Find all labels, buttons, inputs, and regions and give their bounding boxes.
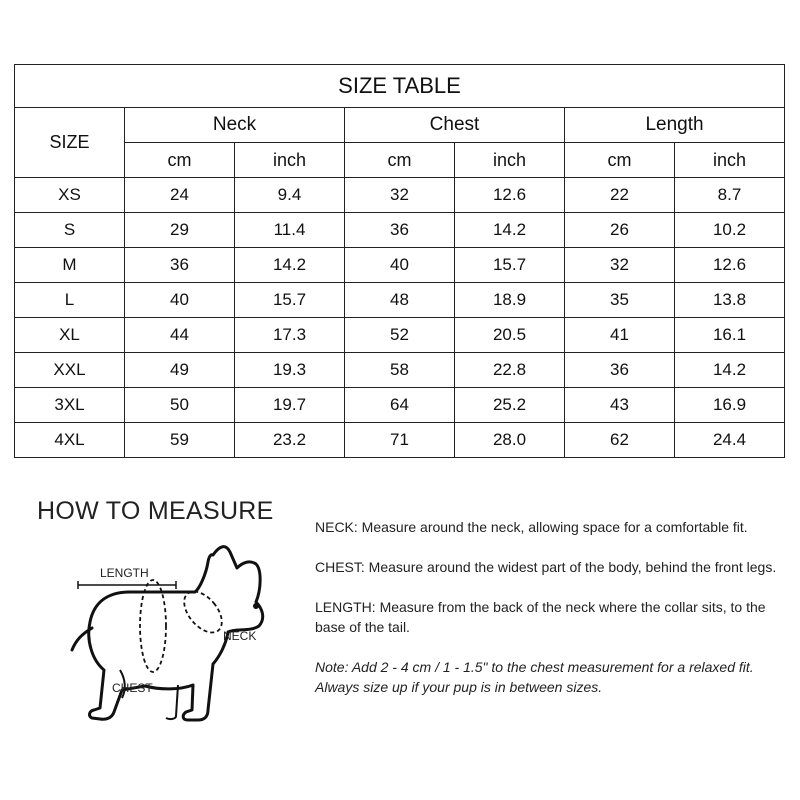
length-inch-cell: 24.4 [675,423,785,458]
neck-group-header: Neck [125,108,345,143]
table-row [15,388,785,423]
size-table [14,64,785,458]
chest-inch-cell: 28.0 [455,423,565,458]
neck-cm-cell: 59 [125,423,235,458]
unit-header: inch [235,143,345,178]
length-cm-cell: 26 [565,213,675,248]
how-to-measure-title: HOW TO MEASURE [37,497,274,525]
length-inch-cell: 10.2 [675,213,785,248]
table-row [15,318,785,353]
table-row [15,353,785,388]
chest-inch-cell: 14.2 [455,213,565,248]
length-group-header: Length [565,108,785,143]
neck-inch-cell: 11.4 [235,213,345,248]
table-title: SIZE TABLE [15,65,785,108]
chest-inch-cell: 20.5 [455,318,565,353]
chest-cm-cell: 52 [345,318,455,353]
size-cell: M [15,248,125,283]
length-cm-cell: 22 [565,178,675,213]
chest-cm-cell: 64 [345,388,455,423]
unit-header-row [15,143,785,178]
chest-cm-cell: 36 [345,213,455,248]
neck-inch-cell: 15.7 [235,283,345,318]
length-cm-cell: 35 [565,283,675,318]
neck-cm-cell: 44 [125,318,235,353]
group-header-row [15,108,785,143]
neck-instruction: NECK: Measure around the neck, allowing space for a comfortable fit. [315,519,748,535]
neck-inch-cell: 19.7 [235,388,345,423]
table-row [15,423,785,458]
length-inch-cell: 12.6 [675,248,785,283]
neck-cm-cell: 29 [125,213,235,248]
size-cell: XXL [15,353,125,388]
length-instruction: LENGTH: Measure from the back of the neck where the collar sits, to the base of the tail. [315,599,766,635]
sizing-note: Note: Add 2 - 4 cm / 1 - 1.5" to the chest measurement for a relaxed fit. Always size up if your pup is in between sizes. [315,659,754,695]
size-cell: L [15,283,125,318]
neck-inch-cell: 17.3 [235,318,345,353]
neck-inch-cell: 14.2 [235,248,345,283]
length-inch-cell: 13.8 [675,283,785,318]
length-cm-cell: 43 [565,388,675,423]
neck-cm-cell: 36 [125,248,235,283]
dog-nose [253,603,259,609]
chest-cm-cell: 48 [345,283,455,318]
measure-instructions [315,517,793,717]
chest-inch-cell: 25.2 [455,388,565,423]
length-cm-cell: 62 [565,423,675,458]
neck-cm-cell: 50 [125,388,235,423]
unit-header: inch [455,143,565,178]
title-row [15,65,785,108]
length-inch-cell: 16.9 [675,388,785,423]
table-row [15,178,785,213]
size-cell: XS [15,178,125,213]
neck-cm-cell: 49 [125,353,235,388]
table-row [15,213,785,248]
neck-cm-cell: 24 [125,178,235,213]
unit-header: cm [125,143,235,178]
chest-inch-cell: 12.6 [455,178,565,213]
unit-header: cm [565,143,675,178]
length-inch-cell: 8.7 [675,178,785,213]
dog-measure-diagram [30,540,290,735]
size-cell: 3XL [15,388,125,423]
unit-header: inch [675,143,785,178]
length-cm-cell: 36 [565,353,675,388]
neck-label: NECK [223,629,257,643]
size-cell: S [15,213,125,248]
length-inch-cell: 16.1 [675,318,785,353]
size-cell: 4XL [15,423,125,458]
table-row [15,248,785,283]
chest-label: CHEST [112,681,153,695]
chest-inch-cell: 15.7 [455,248,565,283]
chest-instruction: CHEST: Measure around the widest part of the body, behind the front legs. [315,559,777,575]
chest-cm-cell: 32 [345,178,455,213]
neck-inch-cell: 23.2 [235,423,345,458]
neck-cm-cell: 40 [125,283,235,318]
length-cm-cell: 41 [565,318,675,353]
neck-inch-cell: 19.3 [235,353,345,388]
chest-measure-line [140,580,166,672]
neck-inch-cell: 9.4 [235,178,345,213]
length-cm-cell: 32 [565,248,675,283]
chest-cm-cell: 40 [345,248,455,283]
size-cell: XL [15,318,125,353]
length-label: LENGTH [100,566,149,580]
chest-cm-cell: 71 [345,423,455,458]
table-row [15,283,785,318]
chest-cm-cell: 58 [345,353,455,388]
unit-header: cm [345,143,455,178]
length-inch-cell: 14.2 [675,353,785,388]
chest-group-header: Chest [345,108,565,143]
size-column-header: SIZE [15,108,125,178]
chest-inch-cell: 22.8 [455,353,565,388]
chest-inch-cell: 18.9 [455,283,565,318]
